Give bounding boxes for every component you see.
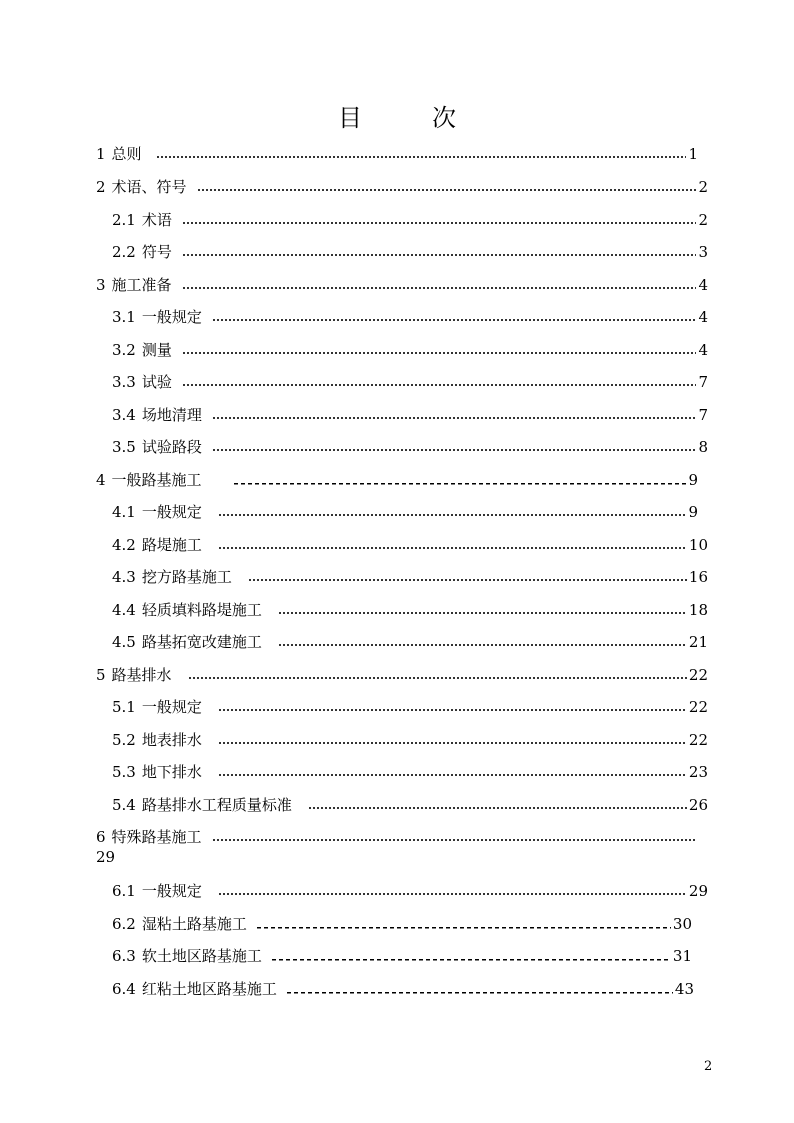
toc-number: 6 <box>96 828 106 846</box>
toc-number: 3 <box>96 276 106 294</box>
toc-entry[interactable] <box>112 305 708 327</box>
toc-entry[interactable] <box>112 977 694 999</box>
toc-page: 1 <box>688 145 698 163</box>
toc-page: 30 <box>672 915 692 933</box>
toc-entry[interactable] <box>96 663 708 685</box>
toc-page: 22 <box>688 666 708 684</box>
toc-page: 9 <box>688 471 698 489</box>
toc-title: 地表排水 <box>141 731 202 749</box>
toc-page: 22 <box>688 698 708 716</box>
toc-entry[interactable] <box>112 500 698 522</box>
toc-leader <box>218 773 687 777</box>
toc-title: 特殊路基施工 <box>111 828 202 846</box>
toc-title: 地下排水 <box>141 763 202 781</box>
toc-number: 3.4 <box>112 406 136 424</box>
toc-entry[interactable] <box>96 825 698 847</box>
toc-number: 5.4 <box>112 796 136 814</box>
toc-number: 6.1 <box>112 882 136 900</box>
toc-page: 7 <box>698 406 708 424</box>
toc-entry[interactable] <box>112 565 708 587</box>
toc-entry[interactable] <box>96 273 708 295</box>
toc-leader <box>197 188 697 192</box>
toc-page: 29 <box>688 882 708 900</box>
toc-page: 2 <box>698 178 708 196</box>
toc-leader <box>287 991 673 994</box>
toc-page: 18 <box>688 601 708 619</box>
toc-title: 术语 <box>141 211 172 229</box>
toc-page: 31 <box>672 947 692 965</box>
toc-leader <box>182 351 697 355</box>
toc-leader <box>218 892 687 896</box>
toc-leader <box>272 958 671 961</box>
toc-leader <box>308 806 687 810</box>
toc-entry[interactable] <box>112 208 708 230</box>
toc-leader <box>156 155 687 159</box>
toc-number: 6.2 <box>112 915 136 933</box>
toc-number: 4.2 <box>112 536 136 554</box>
toc-title: 一般规定 <box>141 698 202 716</box>
title-char-1: 目 <box>338 104 362 132</box>
toc-leader <box>278 643 687 647</box>
toc-title: 路基拓宽改建施工 <box>141 633 262 651</box>
toc-title: 测量 <box>141 341 172 359</box>
toc-number: 1 <box>96 145 106 163</box>
toc-page: 23 <box>688 763 708 781</box>
toc-title: 轻质填料路堤施工 <box>141 601 262 619</box>
toc-number: 4 <box>96 471 106 489</box>
toc-title: 一般路基施工 <box>111 471 202 489</box>
toc-leader <box>248 578 687 582</box>
toc-leader <box>212 318 697 322</box>
toc-title: 路堤施工 <box>141 536 202 554</box>
toc-number: 3.5 <box>112 438 136 456</box>
toc-page: 2 <box>698 211 708 229</box>
toc-leader <box>218 546 687 550</box>
toc-entry[interactable] <box>112 793 708 815</box>
toc-leader <box>218 708 687 712</box>
toc-number: 3.2 <box>112 341 136 359</box>
toc-title: 一般规定 <box>141 503 202 521</box>
toc-leader <box>188 676 687 680</box>
toc-entry[interactable] <box>112 338 708 360</box>
toc-title: 场地清理 <box>141 406 202 424</box>
toc-page: 4 <box>698 276 708 294</box>
toc-entry[interactable] <box>112 533 708 555</box>
toc-page: 7 <box>698 373 708 391</box>
toc-title: 路基排水 <box>111 666 172 684</box>
toc-number: 5.3 <box>112 763 136 781</box>
toc-number: 3.1 <box>112 308 136 326</box>
toc-title: 试验路段 <box>141 438 202 456</box>
toc-entry[interactable] <box>112 944 692 966</box>
toc-page: 29 <box>96 848 116 866</box>
toc-title: 总则 <box>111 145 142 163</box>
toc-leader <box>182 221 697 225</box>
toc-page: 26 <box>688 796 708 814</box>
toc-entry[interactable] <box>112 760 708 782</box>
toc-page: 21 <box>688 633 708 651</box>
toc-page: 10 <box>688 536 708 554</box>
toc-entry[interactable] <box>112 240 708 262</box>
toc-number: 5 <box>96 666 106 684</box>
toc-entry[interactable] <box>112 598 708 620</box>
toc-title: 路基排水工程质量标准 <box>141 796 292 814</box>
toc-number: 5.2 <box>112 731 136 749</box>
toc-title: 术语、符号 <box>111 178 187 196</box>
toc-page: 3 <box>698 243 708 261</box>
toc-title: 挖方路基施工 <box>141 568 232 586</box>
toc-entry[interactable] <box>112 879 708 901</box>
toc-title: 施工准备 <box>111 276 172 294</box>
toc-page: 9 <box>688 503 698 521</box>
toc-number: 4.5 <box>112 633 136 651</box>
toc-title: 试验 <box>141 373 172 391</box>
toc-entry[interactable] <box>112 435 708 457</box>
toc-leader <box>218 741 687 745</box>
toc-title: 红粘土地区路基施工 <box>141 980 277 998</box>
toc-leader <box>234 482 687 485</box>
toc-page: 43 <box>674 980 694 998</box>
toc-entry[interactable] <box>96 175 708 197</box>
toc-leader <box>182 286 697 290</box>
toc-leader <box>212 416 697 420</box>
toc-leader <box>212 448 697 452</box>
toc-leader <box>182 383 697 387</box>
toc-leader <box>257 926 671 929</box>
toc-number: 4.1 <box>112 503 136 521</box>
toc-page: 22 <box>688 731 708 749</box>
toc-title: 湿粘土路基施工 <box>141 915 247 933</box>
toc-entry[interactable] <box>96 468 698 490</box>
toc-number: 6.3 <box>112 947 136 965</box>
toc-page: 8 <box>698 438 708 456</box>
toc-number: 4.4 <box>112 601 136 619</box>
toc-entry[interactable] <box>112 630 708 652</box>
toc-number: 3.3 <box>112 373 136 391</box>
toc-entry[interactable] <box>96 142 698 164</box>
toc-entry[interactable] <box>112 370 708 392</box>
toc-leader <box>182 253 697 257</box>
toc-number: 2.2 <box>112 243 136 261</box>
title-char-2: 次 <box>432 104 456 132</box>
toc-title: 一般规定 <box>141 882 202 900</box>
toc-page: 4 <box>698 341 708 359</box>
toc-leader <box>212 838 696 842</box>
toc-number: 6.4 <box>112 980 136 998</box>
toc-page: 16 <box>688 568 708 586</box>
toc-leader <box>218 513 687 517</box>
toc-number: 5.1 <box>112 698 136 716</box>
toc-title: 一般规定 <box>141 308 202 326</box>
toc-entry[interactable] <box>112 403 708 425</box>
page-number: 2 <box>704 1059 713 1074</box>
toc-entry[interactable] <box>112 912 692 934</box>
toc-leader <box>278 611 687 615</box>
toc-title: 符号 <box>141 243 172 261</box>
toc-number: 2.1 <box>112 211 136 229</box>
toc-number: 4.3 <box>112 568 136 586</box>
toc-title: 软土地区路基施工 <box>141 947 262 965</box>
toc-page: 4 <box>698 308 708 326</box>
toc-entry[interactable] <box>112 695 708 717</box>
toc-entry[interactable] <box>112 728 708 750</box>
toc-number: 2 <box>96 178 106 196</box>
